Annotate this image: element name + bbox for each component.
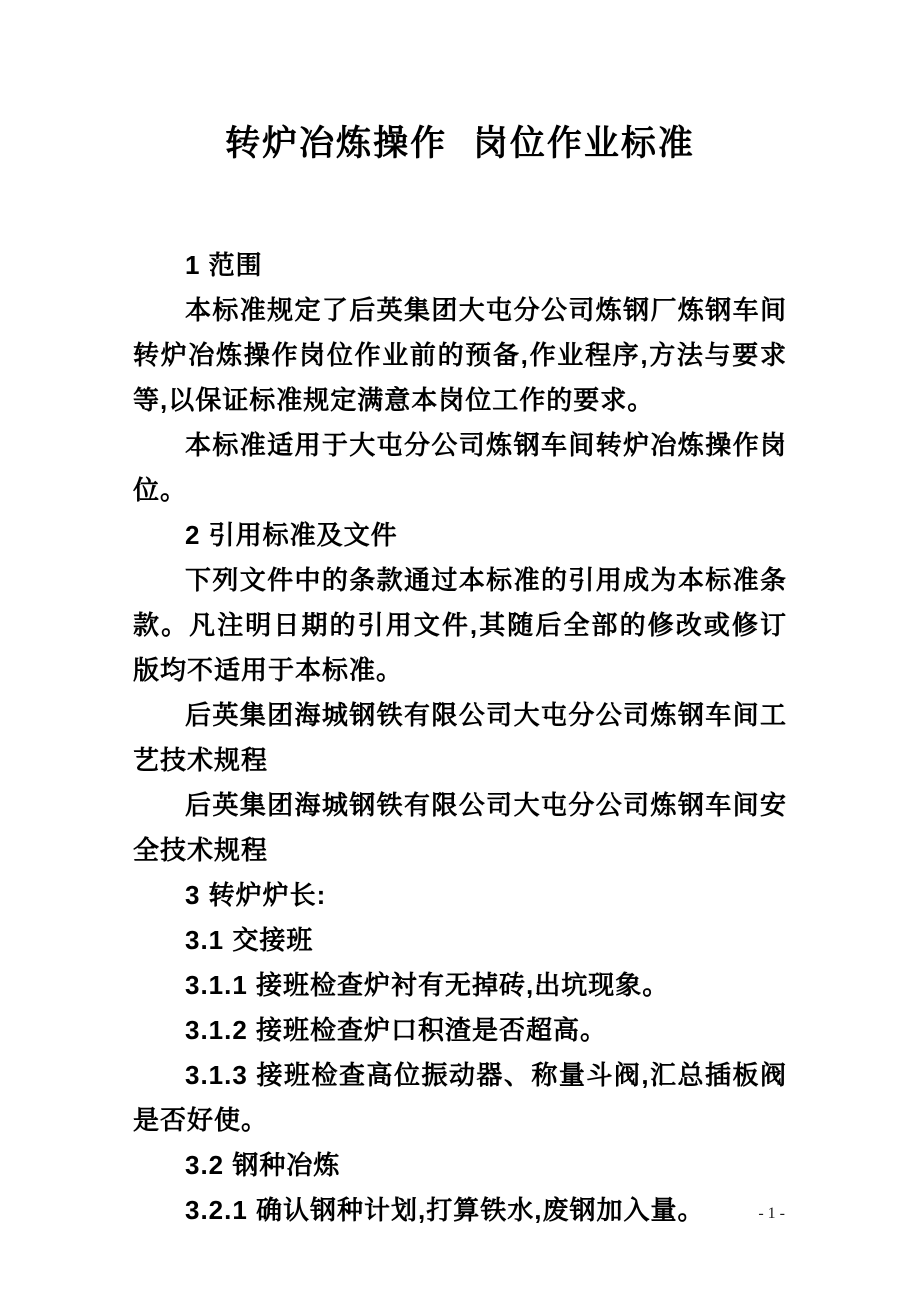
document-title: 转炉冶炼操作 岗位作业标准 xyxy=(225,124,695,163)
paragraph-scope-applies-to: 本标准适用于大屯分公司炼钢车间转炉冶炼操作岗位。 xyxy=(133,430,787,505)
section-heading-3-2-steel-smelting: 3.2 钢种冶炼 xyxy=(185,1150,341,1180)
paragraph-references-clause: 下列文件中的条款通过本标准的引用成为本标准条款。凡注明日期的引用文件,其随后全部的修改或修订版均不适用于本标准。 xyxy=(133,565,787,685)
document-body xyxy=(133,243,787,1233)
section-heading-3-furnace-chief: 3 转炉炉长: xyxy=(185,880,327,910)
section-heading-3-1-shift-handover: 3.1 交接班 xyxy=(185,925,314,955)
paragraph-3-2-1: 3.2.1 确认钢种计划,打算铁水,废钢加入量。 xyxy=(185,1195,705,1225)
paragraph-scope-description: 本标准规定了后英集团大屯分公司炼钢厂炼钢车间转炉冶炼操作岗位作业前的预备,作业程序,方法与要求等,以保证标准规定满意本岗位工作的要求。 xyxy=(133,295,787,415)
paragraph-3-1-2: 3.1.2 接班检查炉口积渣是否超高。 xyxy=(185,1015,608,1045)
section-heading-1-scope: 1 范围 xyxy=(185,250,263,280)
paragraph-3-1-3: 3.1.3 接班检查高位振动器、称量斗阀,汇总插板阀是否好使。 xyxy=(133,1060,787,1135)
paragraph-ref-safety-regs: 后英集团海城钢铁有限公司大屯分公司炼钢车间安全技术规程 xyxy=(133,790,787,865)
paragraph-3-1-1: 3.1.1 接班检查炉衬有无掉砖,出坑现象。 xyxy=(185,970,670,1000)
page-number: - 1 - xyxy=(758,1205,785,1222)
section-heading-2-references: 2 引用标准及文件 xyxy=(185,520,398,550)
paragraph-ref-process-regs: 后英集团海城钢铁有限公司大屯分公司炼钢车间工艺技术规程 xyxy=(133,700,787,775)
